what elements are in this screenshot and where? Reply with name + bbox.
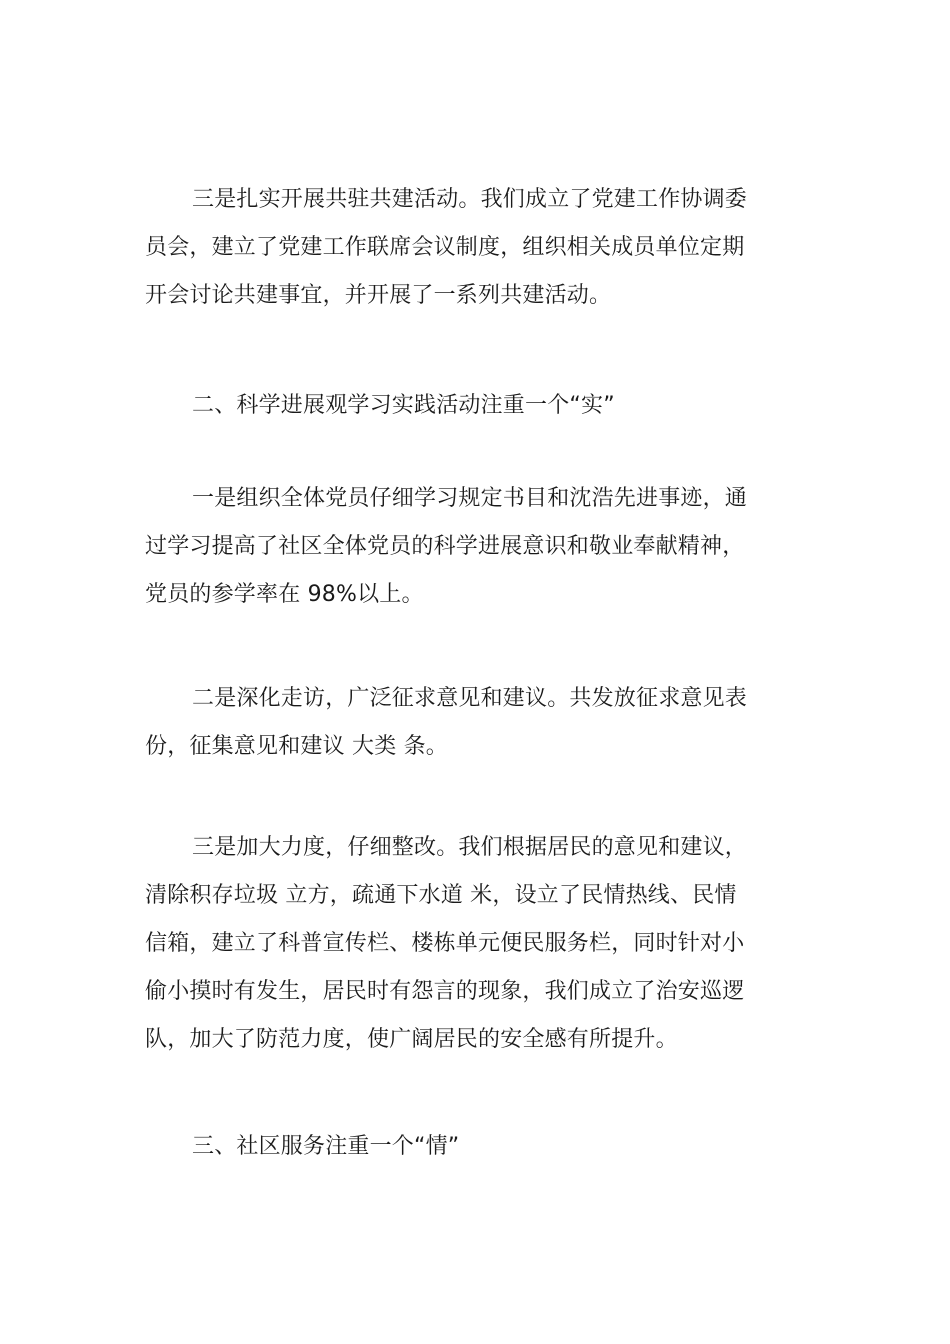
paragraph-rectification bbox=[145, 824, 815, 1064]
paragraph-study-organization bbox=[145, 475, 815, 619]
paragraph-visits bbox=[145, 675, 815, 771]
paragraph-line: 二是深化走访，广泛征求意见和建议。共发放征求意见表 bbox=[192, 686, 748, 711]
paragraph-line: 偷小摸时有发生，居民时有怨言的现象，我们成立了治安巡逻 bbox=[145, 979, 745, 1004]
paragraph-joint-construction bbox=[145, 176, 815, 320]
paragraph-line: 一是组织全体党员仔细学习规定书目和沈浩先进事迹，通 bbox=[192, 486, 748, 511]
section-heading-3 bbox=[145, 1123, 815, 1171]
paragraph-line: 信箱，建立了科普宣传栏、楼栋单元便民服务栏，同时针对小 bbox=[145, 931, 745, 956]
paragraph-line: 党员的参学率在 98%以上。 bbox=[145, 582, 424, 607]
heading-line: 三、社区服务注重一个“情” bbox=[192, 1134, 460, 1159]
paragraph-line: 过学习提高了社区全体党员的科学进展意识和敬业奉献精神， bbox=[145, 534, 745, 559]
heading-line: 二、科学进展观学习实践活动注重一个“实” bbox=[192, 393, 615, 418]
paragraph-line: 清除积存垃圾 立方，疏通下水道 米，设立了民情热线、民情 bbox=[145, 883, 737, 908]
paragraph-line: 开会讨论共建事宜，并开展了一系列共建活动。 bbox=[145, 283, 612, 308]
paragraph-line: 员会，建立了党建工作联席会议制度，组织相关成员单位定期 bbox=[145, 235, 745, 260]
paragraph-line: 份，征集意见和建议 大类 条。 bbox=[145, 734, 448, 759]
paragraph-line: 队，加大了防范力度，使广阔居民的安全感有所提升。 bbox=[145, 1027, 678, 1052]
paragraph-line: 三是加大力度，仔细整改。我们根据居民的意见和建议， bbox=[192, 835, 748, 860]
paragraph-line: 三是扎实开展共驻共建活动。我们成立了党建工作协调委 bbox=[192, 187, 748, 212]
section-heading-2 bbox=[145, 382, 815, 430]
